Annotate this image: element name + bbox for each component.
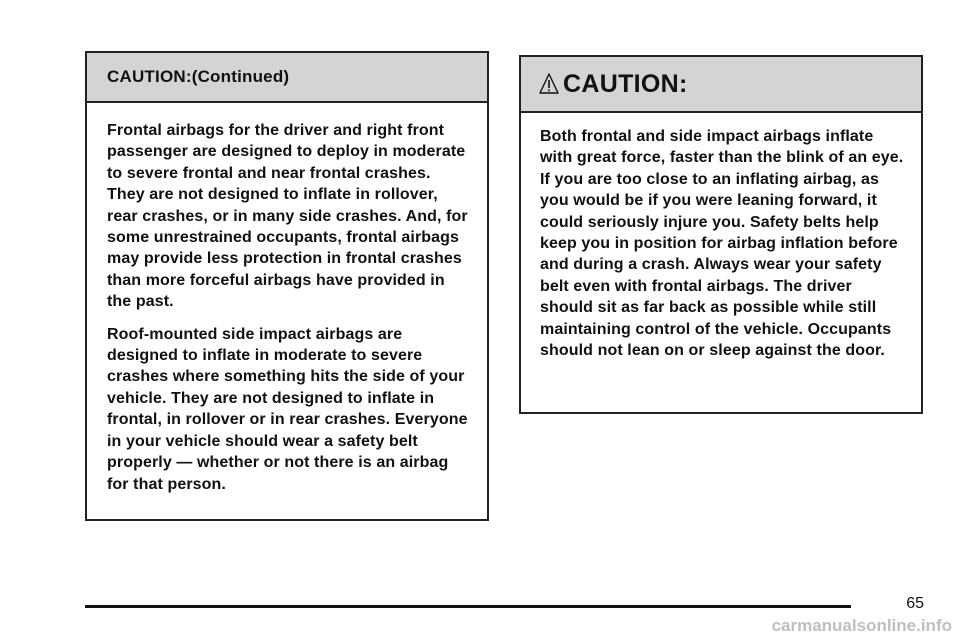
continued-label: (Continued)	[191, 67, 290, 86]
caution-paragraph-roof: Roof-mounted side impact airbags are designed to inflate in moderate to severe crashes where something hits the side of your vehicle. They are not designed to inflate in frontal, in rollover or in rear crashes. Everyone in your vehicle should wear a safety belt properly — whether or not there is an airbag for that person.	[107, 325, 468, 493]
caution-paragraph-airbags: Both frontal and side impact airbags inflate with great force, faster than the blink of an eye. If you are too close to an inflating airbag, as you would be if you were leaning forward, it could seriously injure you. Safety belts help keep you in position for airbag inflation before and during a crash. Always wear your safety belt even with frontal airbags. The driver should sit as far back as possible while still maintaining control of the vehicle. Occupants should not lean on or sleep against the door.	[540, 128, 904, 360]
caution-label: CAUTION:	[107, 67, 192, 86]
watermark: carmanualsonline.info	[771, 616, 952, 635]
footer-rule	[85, 605, 851, 608]
warning-triangle-icon	[539, 72, 559, 96]
caution-header	[521, 57, 921, 113]
caution-paragraph-frontal: Frontal airbags for the driver and right front passenger are designed to deploy in moderate to severe frontal and near frontal crashes. They are not designed to inflate in rollover, rear crashes, or in many side crashes. And, for some unrestrained occupants, frontal airbags may provide less protection in frontal crashes than more forceful airbags have provided in the past.	[107, 122, 468, 311]
page-number: 65	[906, 595, 924, 612]
caution-header	[87, 53, 487, 103]
caution-body	[521, 113, 921, 361]
caution-box	[519, 55, 923, 414]
caution-box-continued	[85, 51, 489, 521]
caution-body	[87, 103, 487, 495]
caution-label: CAUTION:	[563, 69, 688, 98]
